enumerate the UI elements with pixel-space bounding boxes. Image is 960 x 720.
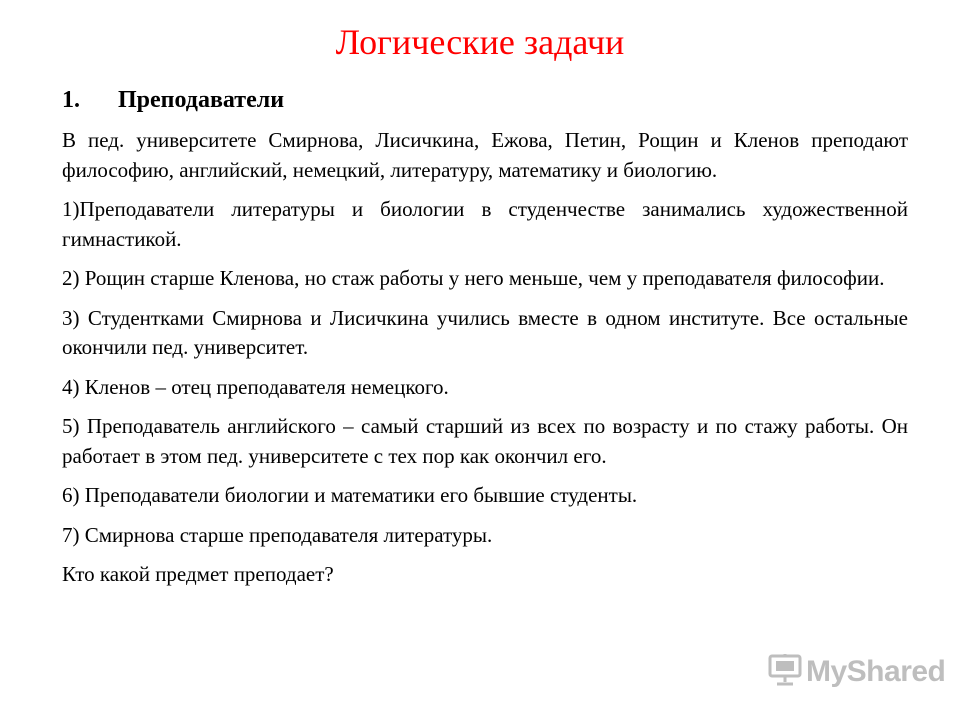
heading-number: 1. xyxy=(62,87,80,113)
section-heading xyxy=(62,84,284,116)
heading-text: Преподаватели xyxy=(118,87,285,113)
condition-7: 7) Смирнова старше преподавателя литературы. xyxy=(62,522,493,547)
condition-1: 1)Преподаватели литературы и биологии в студенчестве занимались художественной гимнастикой. xyxy=(62,197,908,251)
question: Кто какой предмет преподает? xyxy=(62,562,334,586)
slide-title: Логические задачи xyxy=(335,22,625,62)
intro-paragraph: В пед. университете Смирнова, Лисичкина, Ежова, Петин, Рощин и Кленов преподают философию, английский, немецкий, литературу, математику и биологию. xyxy=(62,128,908,182)
condition-4: 4) Кленов – отец преподавателя немецкого. xyxy=(62,374,449,399)
presentation-board-icon xyxy=(768,653,802,692)
problem-text xyxy=(62,126,908,600)
watermark-logo xyxy=(768,654,945,690)
condition-6: 6) Преподаватели биологии и математики его бывшие студенты. xyxy=(62,483,638,507)
condition-3: 3) Студентками Смирнова и Лисичкина учились вместе в одном институте. Все остальные окончили пед. университет. xyxy=(62,305,908,359)
watermark-text: MyShared xyxy=(806,655,946,688)
condition-2: 2) Рощин старше Кленова, но стаж работы у него меньше, чем у преподавателя философии. xyxy=(62,266,885,290)
condition-5: 5) Преподаватель английского – самый старший из всех по возрасту и по стажу работы. Он работает в этом пед. университете с тех пор как окончил его. xyxy=(62,414,908,468)
